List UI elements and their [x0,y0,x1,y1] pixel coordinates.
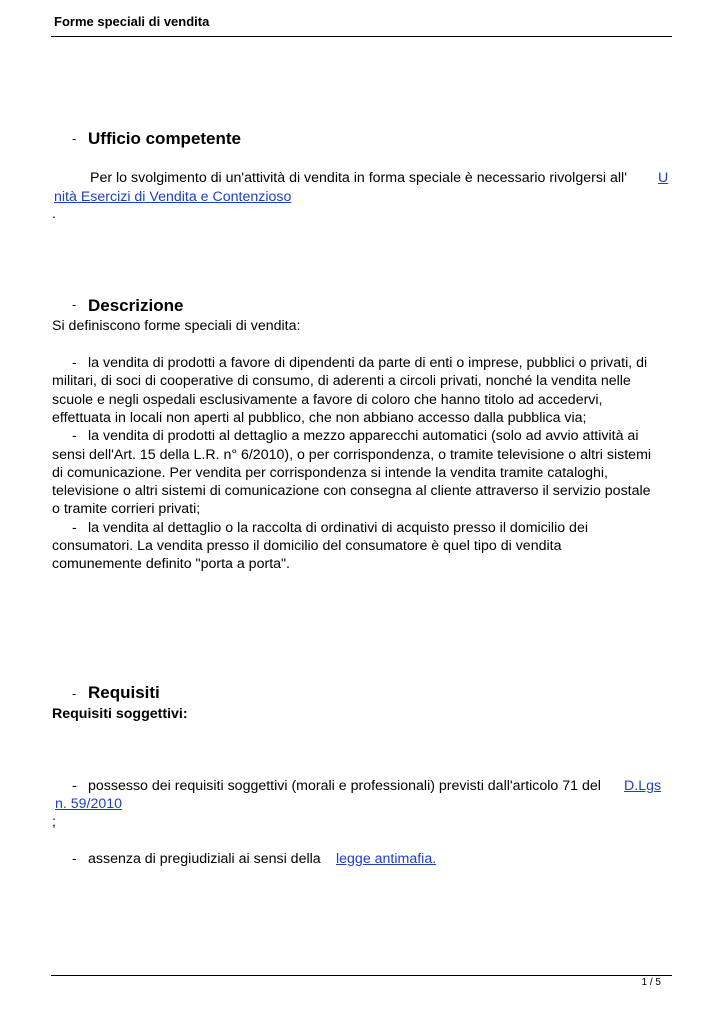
ufficio-link-part1[interactable]: U [658,170,669,186]
item2-line1: la vendita di prodotti al dettaglio a mezzo apparecchi automatici (solo ad avvio attività ai [88,428,639,445]
section-bullet: - [72,131,77,146]
req1-link-dlgs[interactable]: D.Lgs [624,778,662,794]
ufficio-link-part2[interactable]: nità Esercizi di Vendita e Contenzioso [54,189,292,205]
list-item-dash: - [72,428,77,445]
list-item-dash: - [72,355,77,371]
req2-text: assenza di pregiudiziali ai sensi della [88,851,321,867]
section-bullet: - [72,297,77,312]
list-item-dash: - [72,851,77,867]
item3-line1: la vendita al dettaglio o la raccolta di ordinativi di acquisto presso il domicilio dei [88,519,588,536]
req2-link-antimafia[interactable]: legge antimafia. [336,851,437,867]
item2-line2: sensi dell'Art. 15 della L.R. n° 6/2010), o per corrispondenza, o tramite televisione o altri sistemi [52,446,652,463]
item1-line2: militari, di soci di cooperative di consumo, di aderenti a circoli privati, nonché la vendita nelle [52,373,631,390]
footer-divider [51,975,672,976]
requisiti-subtitle: Requisiti soggettivi: [52,706,188,722]
section-title-descrizione: Descrizione [88,296,184,315]
item3-line3: comunemente definito "porta a porta". [52,556,291,573]
header-divider [51,36,672,37]
section-title-ufficio: Ufficio competente [88,129,242,148]
page-header-title: Forme speciali di vendita [54,14,210,29]
item2-line4: televisione o altri sistemi di comunicazione con consegna al cliente attraverso il servizio postale [52,483,651,500]
ufficio-intro-text: Per lo svolgimento di un'attività di vendita in forma speciale è necessario rivolgersi all' [90,170,627,186]
list-item-dash: - [72,519,77,536]
item1-line1: la vendita di prodotti a favore di dipendenti da parte di enti o imprese, pubblici o privati, di [88,355,648,371]
item1-line3: scuole e negli ospedali esclusivamente a favore di coloro che hanno titolo ad accedervi, [52,391,603,408]
ufficio-after-link: . [52,206,56,222]
req1-link-number[interactable]: n. 59/2010 [55,796,123,812]
list-item-dash: - [72,778,77,794]
item1-line4: effettuata in locali non aperti al pubblico, che non abbiano accesso dalla pubblica via; [52,409,587,426]
req1-after: ; [52,814,56,830]
descrizione-intro: Si definiscono forme speciali di vendita: [52,318,301,334]
item2-line3: di comunicazione. Per vendita per corrispondenza si intende la vendita tramite cataloghi, [52,464,608,481]
page-number: 1 / 5 [641,977,661,988]
section-bullet: - [72,686,77,701]
section-title-requisiti: Requisiti [88,683,160,702]
item3-line2: consumatori. La vendita presso il domicilio del consumatore è quel tipo di vendita [52,538,562,554]
item2-line5: o tramite corrieri privati; [52,501,201,518]
req1-text: possesso dei requisiti soggettivi (morali e professionali) previsti dall'articolo 71 del [88,778,601,794]
